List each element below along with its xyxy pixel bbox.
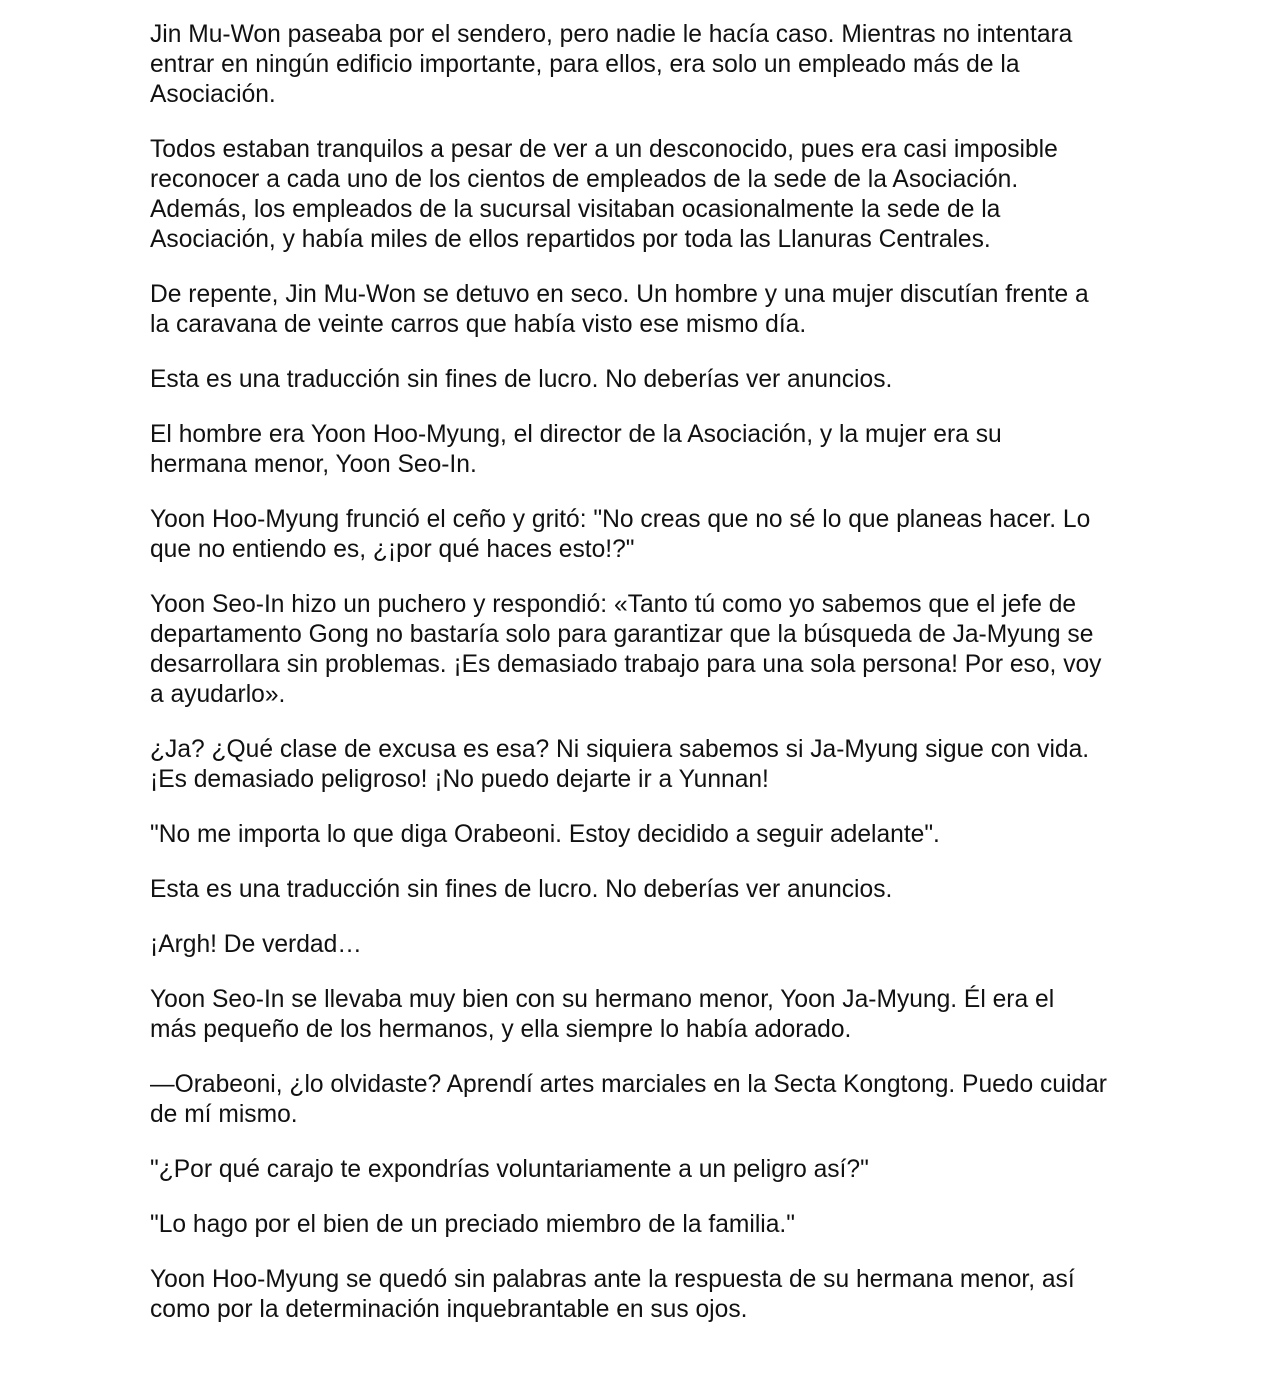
paragraph-1: Jin Mu-Won paseaba por el sendero, pero nadie le hacía caso. Mientras no intentara entrar en ningún edificio importante, para ellos, era solo un empleado más de la Asociación. [150, 21, 1073, 108]
paragraph-8: ¿Ja? ¿Qué clase de excusa es esa? Ni siquiera sabemos si Ja-Myung sigue con vida. ¡Es demasiado peligroso! ¡No puedo dejarte ir a Yunnan! [150, 736, 1090, 793]
paragraph-6: Yoon Hoo-Myung frunció el ceño y gritó: "No creas que no sé lo que planeas hacer. Lo que no entiendo es, ¿¡por qué haces esto!?" [150, 506, 1091, 563]
paragraph-7: Yoon Seo-In hizo un puchero y respondió: «Tanto tú como yo sabemos que el jefe de departamento Gong no bastaría solo para garantizar que la búsqueda de Ja-Myung se desarrollara sin problemas. ¡Es demasiado trabajo para una sola persona! Por eso, voy a ayudarlo». [150, 591, 1102, 708]
paragraph-10: Esta es una traducción sin fines de lucro. No deberías ver anuncios. [150, 876, 893, 903]
document-page [150, 20, 1135, 1350]
paragraph-4: Esta es una traducción sin fines de lucro. No deberías ver anuncios. [150, 366, 893, 393]
paragraph-9: "No me importa lo que diga Orabeoni. Estoy decidido a seguir adelante". [150, 821, 940, 848]
paragraph-16: Yoon Hoo-Myung se quedó sin palabras ante la respuesta de su hermana menor, así como por la determinación inquebrantable en sus ojos. [150, 1266, 1075, 1323]
paragraph-12: Yoon Seo-In se llevaba muy bien con su hermano menor, Yoon Ja-Myung. Él era el más pequeño de los hermanos, y ella siempre lo había adorado. [150, 986, 1055, 1043]
paragraph-11: ¡Argh! De verdad… [150, 931, 362, 958]
paragraph-3: De repente, Jin Mu-Won se detuvo en seco. Un hombre y una mujer discutían frente a la caravana de veinte carros que había visto ese mismo día. [150, 281, 1089, 338]
paragraph-15: "Lo hago por el bien de un preciado miembro de la familia." [150, 1211, 795, 1238]
paragraph-14: "¿Por qué carajo te expondrías voluntariamente a un peligro así?" [150, 1156, 869, 1183]
paragraph-5: El hombre era Yoon Hoo-Myung, el director de la Asociación, y la mujer era su hermana menor, Yoon Seo-In. [150, 421, 1002, 478]
paragraph-13: —Orabeoni, ¿lo olvidaste? Aprendí artes marciales en la Secta Kongtong. Puedo cuidar de mí mismo. [150, 1071, 1107, 1128]
paragraph-2: Todos estaban tranquilos a pesar de ver a un desconocido, pues era casi imposible reconocer a cada uno de los cientos de empleados de la sede de la Asociación. Además, los empleados de la sucursal visitaban ocasionalmente la sede de la Asociación, y había miles de ellos repartidos por toda las Llanuras Centrales. [150, 136, 1058, 253]
